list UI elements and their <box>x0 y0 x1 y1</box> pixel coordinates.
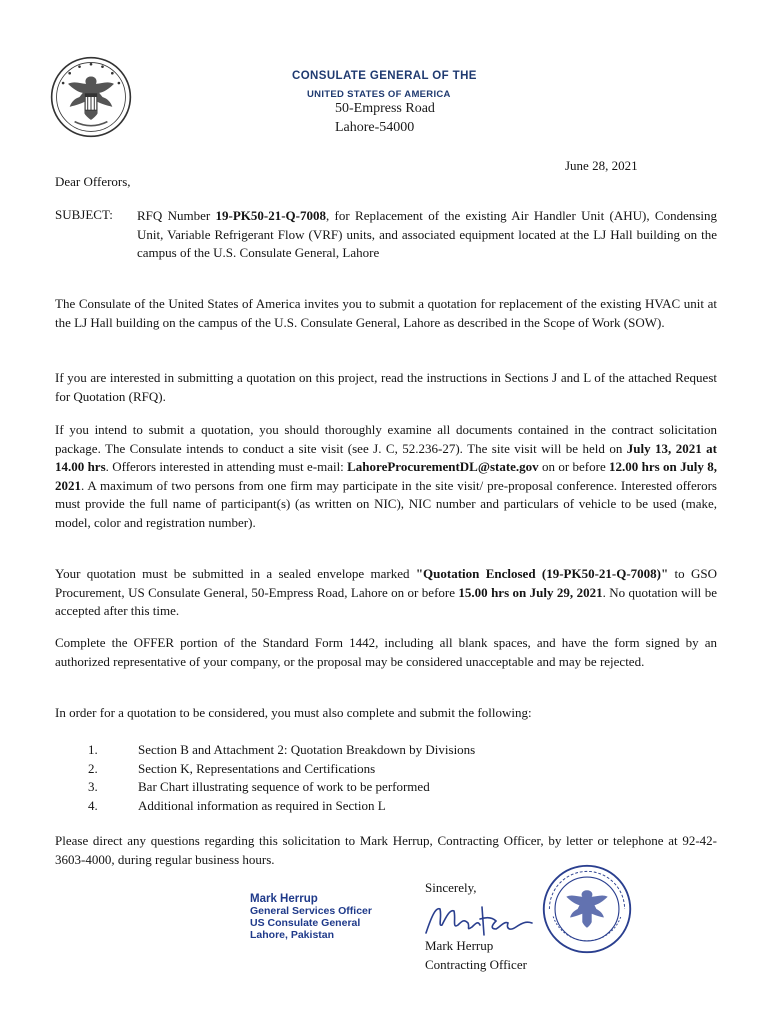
paragraph-submission <box>55 565 717 621</box>
site-visit-text-f: . A maximum of two persons from one firm may participate in the site visit/ pre-proposal conference. Interested offerors must provide the full name of participant(s) (as written on NIC), NIC number and particulars of vehicle to be used (make, model, color and registration number). <box>55 477 717 530</box>
letter-date: June 28, 2021 <box>565 158 638 173</box>
paragraph-requirements-intro: In order for a quotation to be considered, you must also complete and submit the following: <box>55 705 532 720</box>
site-visit-text-d: on or before <box>538 459 610 474</box>
rsvp-deadline: 12.00 hrs on July 8, 2021 <box>55 459 718 493</box>
list-item-number: 1. <box>88 742 98 757</box>
signer-block <box>425 937 527 974</box>
site-visit-text-a: If you intend to submit a quotation, you should thoroughly examine all documents contained in the contract solicitation package. The Consulate intends to conduct a site visit (see J. C, 52.236-27). The site visit will be held on <box>55 422 717 456</box>
site-visit-date: July 13, 2021 at 14.00 hrs <box>55 440 718 474</box>
envelope-marking: "Quotation Enclosed (19-PK50-21-Q-7008)" <box>415 566 669 581</box>
stamp-line1: General Services Officer <box>250 905 372 917</box>
submission-deadline: 15.00 hrs on July 29, 2021 <box>458 584 603 600</box>
stamp-name: Mark Herrup <box>250 893 318 905</box>
subject-text <box>137 207 717 263</box>
requirements-list <box>88 741 475 815</box>
subject-post: , for Replacement of the existing Air Handler Unit (AHU), Condensing Unit, Variable Refrigerant Flow (VRF) units, and associated equipment located at the LJ Hall building on the campus of the U.S. Consulate General, Lahore <box>137 208 718 260</box>
list-item-number: 2. <box>88 760 98 776</box>
signer-name: Mark Herrup <box>425 938 494 953</box>
consulate-stamp-icon <box>540 862 634 956</box>
list-item <box>88 797 475 816</box>
list-item-text: Bar Chart illustrating sequence of work to be performed <box>138 779 430 794</box>
subject-pre: RFQ Number <box>137 208 216 223</box>
official-stamp-block <box>250 893 372 941</box>
letterhead-org-line1: CONSULATE GENERAL OF THE <box>292 70 477 82</box>
list-item <box>88 778 475 797</box>
submission-text-a: Your quotation must be submitted in a sealed envelope marked <box>55 566 416 581</box>
letterhead-org-line2: UNITED STATES OF AMERICA <box>307 89 451 100</box>
site-visit-text-c: . Offerors interested in attending must e-mail: <box>105 459 348 474</box>
great-seal-icon <box>50 56 132 138</box>
submission-text-c: to GSO Procurement, US Consulate General, 50-Empress Road, Lahore on or before <box>55 566 717 600</box>
paragraph-invitation: The Consulate of the United States of America invites you to submit a quotation for replacement of the existing HVAC unit at the LJ Hall building on the campus of the U.S. Consulate General, Lahore as described in the Scope of Work (SOW). <box>55 296 717 330</box>
list-item-text: Section K, Representations and Certifications <box>138 760 376 776</box>
procurement-email-link[interactable]: LahoreProcurementDL@state.gov <box>347 459 539 474</box>
paragraph-offer: Complete the OFFER portion of the Standard Form 1442, including all blank spaces, and have the form signed by an authorized representative of your company, or the proposal may be considered unacceptable and may be rejected. <box>55 635 717 669</box>
letterhead-address-line2: Lahore-54000 <box>335 120 415 135</box>
rfq-number: 19-PK50-21-Q-7008 <box>215 208 326 223</box>
subject-label: SUBJECT: <box>55 207 113 222</box>
list-item-text: Additional information as required in Section L <box>138 797 386 813</box>
list-item <box>88 741 475 760</box>
closing-sincerely: Sincerely, <box>425 880 477 895</box>
salutation: Dear Offerors, <box>55 174 131 189</box>
list-item <box>88 760 475 779</box>
paragraph-questions: Please direct any questions regarding this solicitation to Mark Herrup, Contracting Officer, by letter or telephone at 92-42-3603-4000, during regular business hours. <box>55 833 717 867</box>
list-item-number: 3. <box>88 779 98 794</box>
submission-text-e: . No quotation will be accepted after this time. <box>55 584 717 618</box>
list-item-text: Section B and Attachment 2: Quotation Breakdown by Divisions <box>138 742 476 757</box>
letterhead-address-line1: 50-Empress Road <box>335 101 435 116</box>
list-item-number: 4. <box>88 797 98 813</box>
paragraph-site-visit <box>55 421 717 532</box>
signer-title: Contracting Officer <box>425 956 527 972</box>
stamp-line2: US Consulate General <box>250 917 361 929</box>
paragraph-instructions: If you are interested in submitting a quotation on this project, read the instructions in Sections J and L of the attached Request for Quotation (RFQ). <box>55 370 717 404</box>
stamp-line3: Lahore, Pakistan <box>250 929 335 941</box>
